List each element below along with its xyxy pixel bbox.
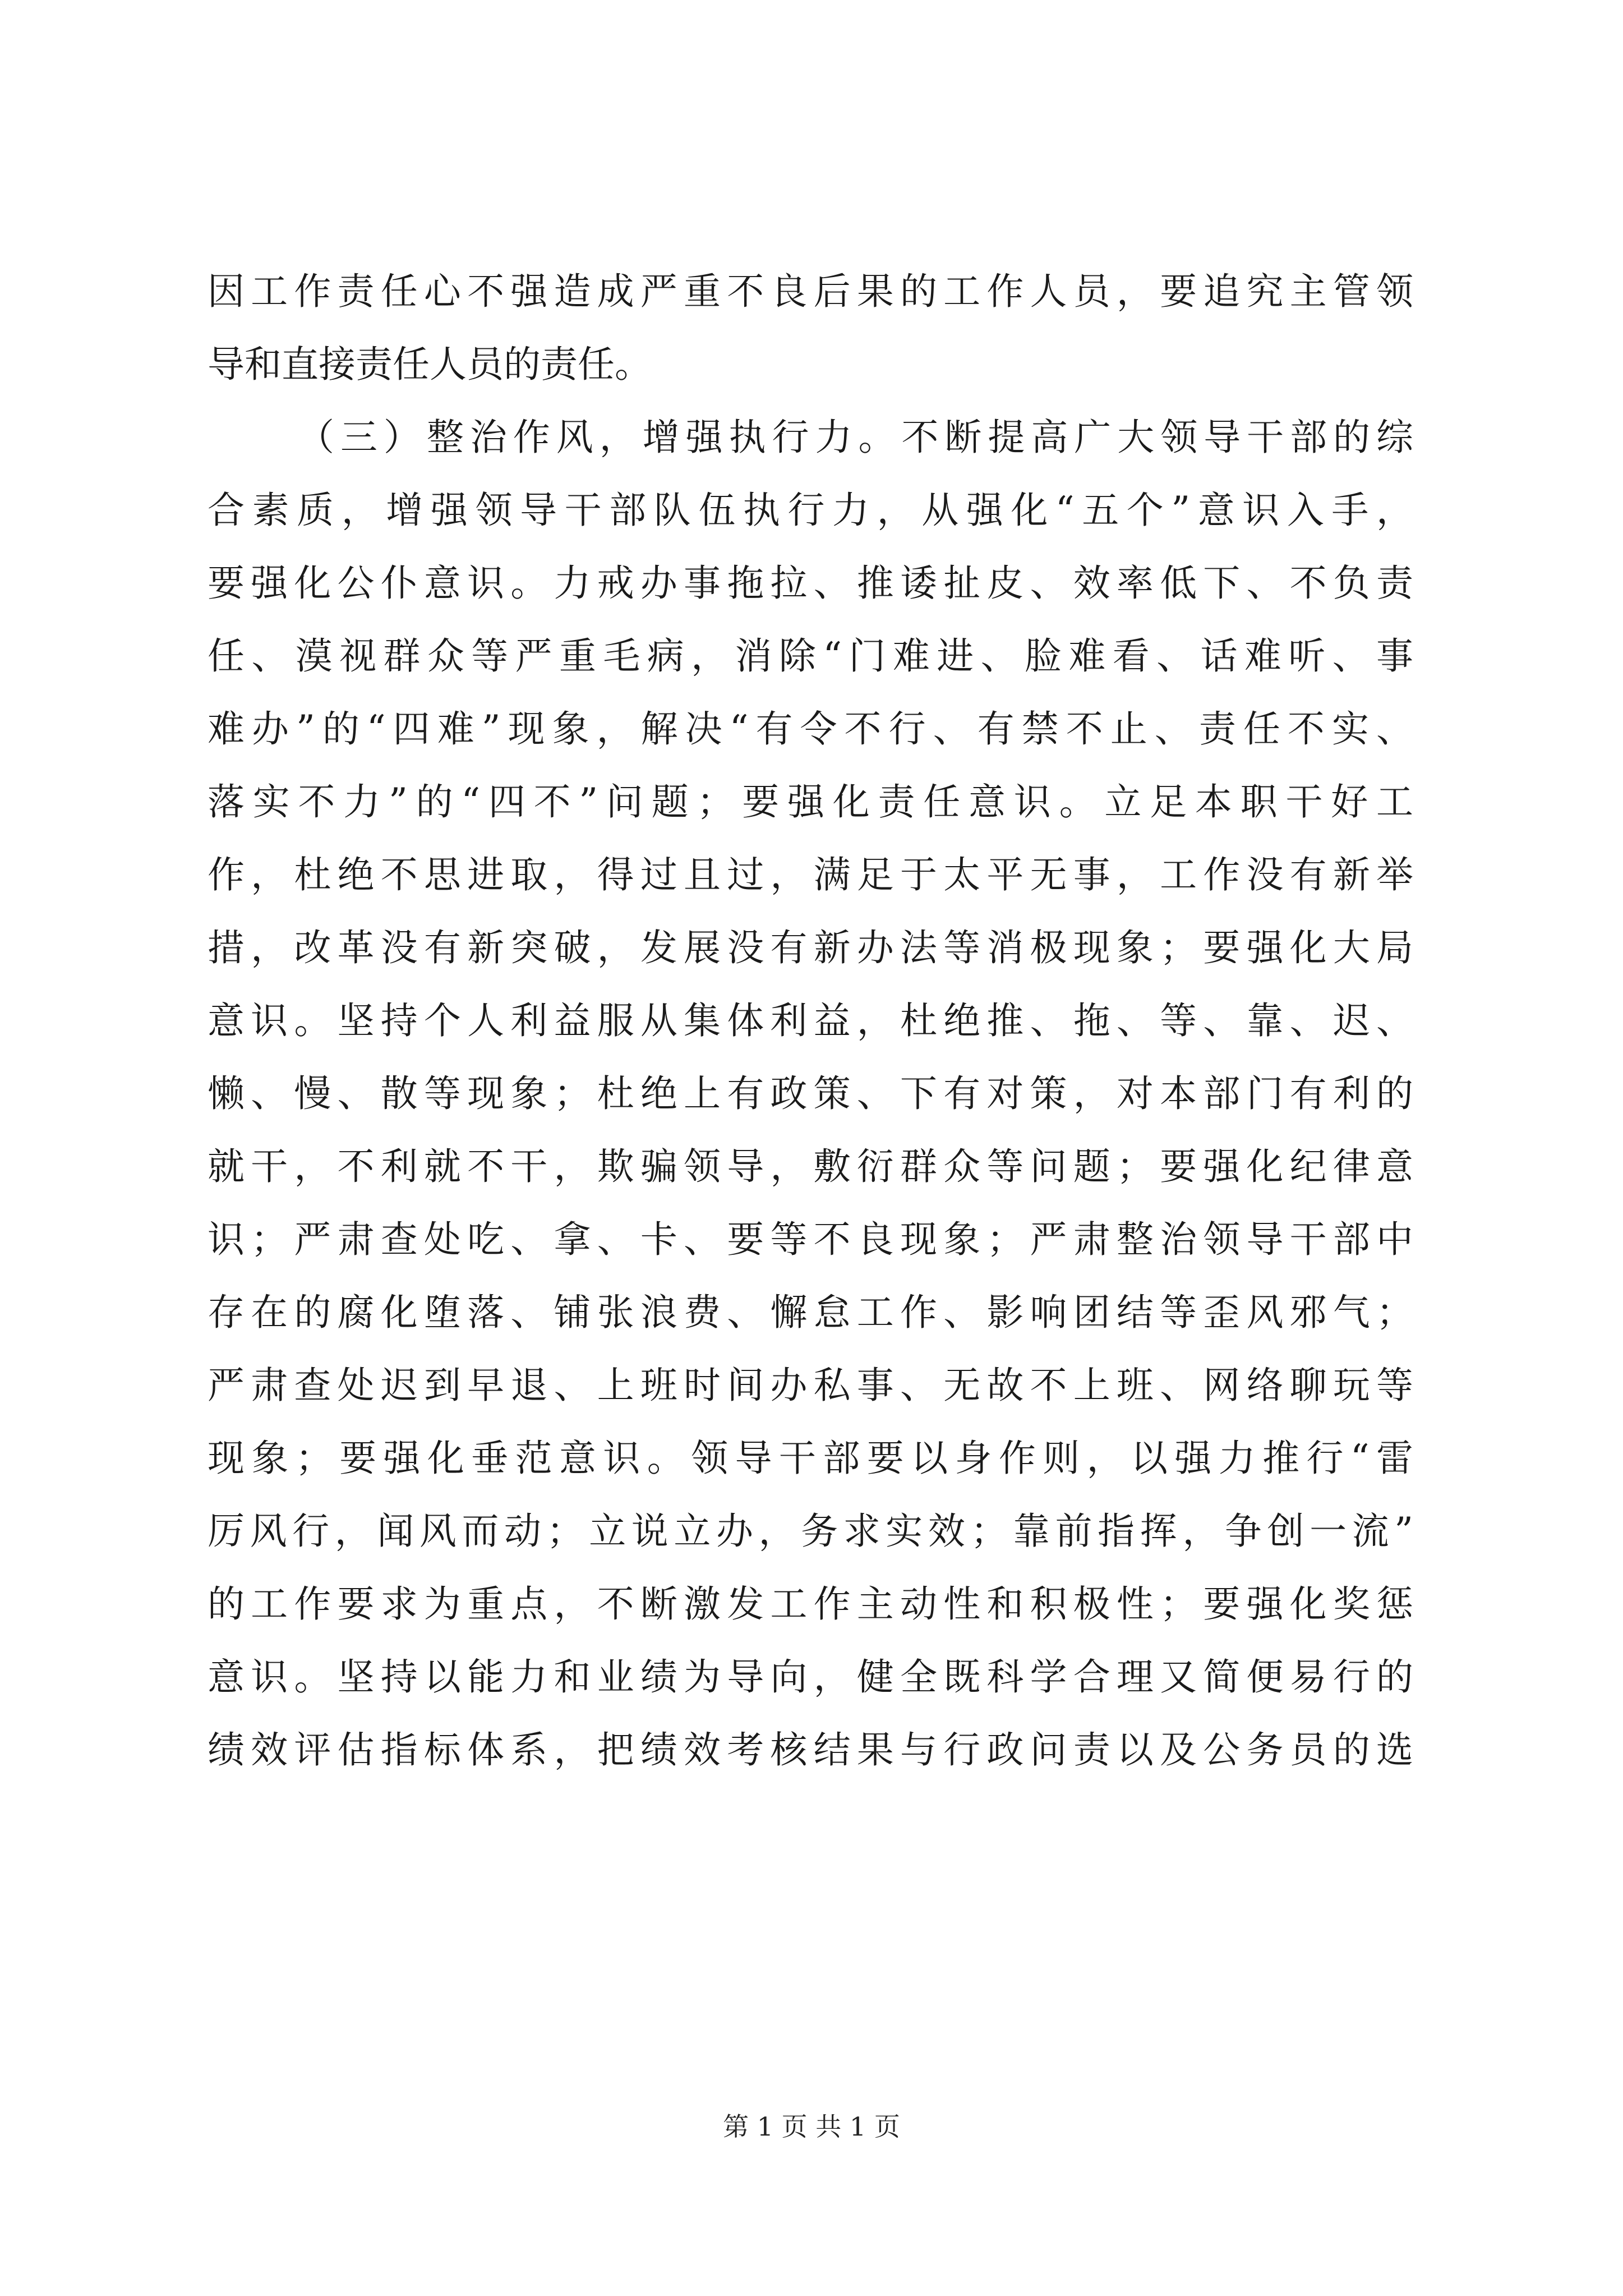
page-number-label: 第 1 页 共 1 页 [723,2111,900,2142]
text-line-14: 识；严肃查处吃、拿、卡、要等不良现象；严肃整治领导干部中 [208,1218,1413,1261]
text-line-4: 合素质，增强领导干部队伍执行力，从强化“五个”意识入手， [208,489,1413,532]
text-line-15: 存在的腐化堕落、铺张浪费、懈怠工作、影响团结等歪风邪气； [208,1291,1413,1334]
text-line-5: 要强化公仆意识。力戒办事拖拉、推诿扯皮、效率低下、不负责 [208,562,1413,605]
text-line-9: 作，杜绝不思进取，得过且过，满足于太平无事，工作没有新举 [208,853,1413,896]
text-line-21: 绩效评估指标体系，把绩效考核结果与行政问责以及公务员的选 [208,1728,1413,1772]
text-line-18: 厉风行，闻风而动；立说立办，务求实效；靠前指挥，争创一流” [208,1510,1413,1553]
text-line-3: （三）整治作风，增强执行力。不断提高广大领导干部的综 [297,416,1413,459]
body-text [208,255,1413,1787]
text-line-6: 任、漠视群众等严重毛病，消除“门难进、脸难看、话难听、事 [208,634,1413,678]
text-line-13: 就干，不利就不干，欺骗领导，敷衍群众等问题；要强化纪律意 [208,1145,1413,1188]
text-line-2: 导和直接责任人员的责任。 [208,343,652,386]
text-line-11: 意识。坚持个人利益服从集体利益，杜绝推、拖、等、靠、迟、 [208,999,1413,1042]
page-footer [0,2106,1623,2143]
text-line-16: 严肃查处迟到早退、上班时间办私事、无故不上班、网络聊玩等 [208,1364,1413,1407]
text-line-7: 难办”的“四难”现象，解决“有令不行、有禁不止、责任不实、 [208,707,1413,751]
text-line-12: 懒、慢、散等现象；杜绝上有政策、下有对策，对本部门有利的 [208,1072,1413,1115]
text-line-8: 落实不力”的“四不”问题；要强化责任意识。立足本职干好工 [208,780,1413,823]
text-line-20: 意识。坚持以能力和业绩为导向，健全既科学合理又简便易行的 [208,1655,1413,1699]
text-line-19: 的工作要求为重点，不断激发工作主动性和积极性；要强化奖惩 [208,1582,1413,1626]
text-line-1: 因工作责任心不强造成严重不良后果的工作人员，要追究主管领 [208,270,1413,313]
text-line-10: 措，改革没有新突破，发展没有新办法等消极现象；要强化大局 [208,926,1413,969]
text-line-17: 现象；要强化垂范意识。领导干部要以身作则，以强力推行“雷 [208,1437,1413,1480]
